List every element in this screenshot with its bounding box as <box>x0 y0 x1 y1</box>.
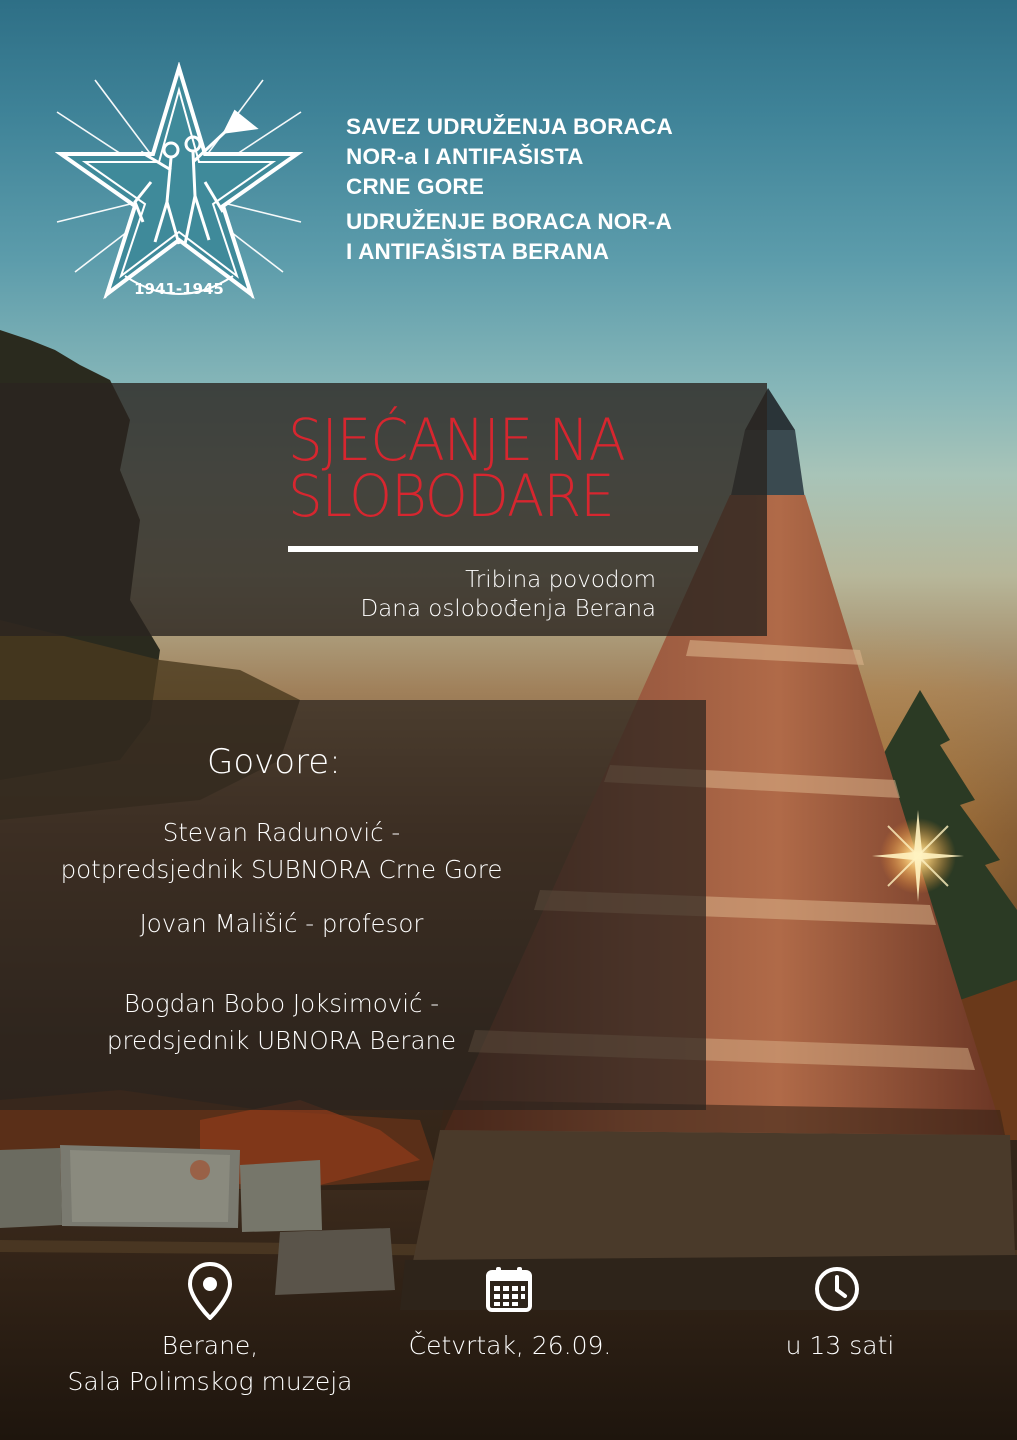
event-time-text: u 13 sati <box>785 1331 895 1360</box>
speaker-2 <box>0 905 563 942</box>
event-subtitle-line-1: Tribina povodom <box>465 567 656 593</box>
event-location-line-2: Sala Polimskog muzeja <box>67 1367 353 1396</box>
subnor-star-emblem <box>55 62 303 308</box>
event-location-line-1: Berane, <box>161 1331 259 1360</box>
speaker-3-name: Bogdan Bobo Joksimović - <box>123 989 440 1018</box>
event-title <box>288 406 646 530</box>
event-title-line-2: SLOBODARE <box>288 462 614 530</box>
org-line-2: NOR-a I ANTIFAŠISTA <box>346 144 584 169</box>
event-subtitle <box>360 566 656 624</box>
organization-name <box>346 112 673 267</box>
event-time <box>720 1328 960 1364</box>
speaker-1 <box>0 814 563 888</box>
speakers-heading: Govore: <box>207 742 341 782</box>
title-divider <box>288 546 698 552</box>
calendar-icon <box>485 1266 533 1312</box>
speaker-1-role: potpredsjednik SUBNORA Crne Gore <box>60 855 503 884</box>
association-line-2: I ANTIFAŠISTA BERANA <box>346 239 610 264</box>
speaker-3 <box>0 985 563 1059</box>
speaker-2-name: Jovan Mališić - profesor <box>139 909 424 938</box>
event-subtitle-line-2: Dana oslobođenja Berana <box>360 596 656 622</box>
speaker-3-role: predsjednik UBNORA Berane <box>106 1026 457 1055</box>
event-location <box>30 1328 390 1400</box>
org-line-1: SAVEZ UDRUŽENJA BORACA <box>346 114 673 139</box>
logo-years: 1941-1945 <box>134 280 224 298</box>
association-line-1: UDRUŽENJE BORACA NOR-A <box>346 209 673 234</box>
event-date-text: Četvrtak, 26.09. <box>408 1331 612 1360</box>
org-line-3: CRNE GORE <box>346 174 485 199</box>
event-date <box>380 1328 640 1364</box>
clock-icon <box>813 1265 861 1313</box>
map-pin-icon <box>188 1262 232 1320</box>
speaker-1-name: Stevan Radunović - <box>162 818 401 847</box>
event-title-line-1: SJEĆANJE NA <box>288 406 625 474</box>
